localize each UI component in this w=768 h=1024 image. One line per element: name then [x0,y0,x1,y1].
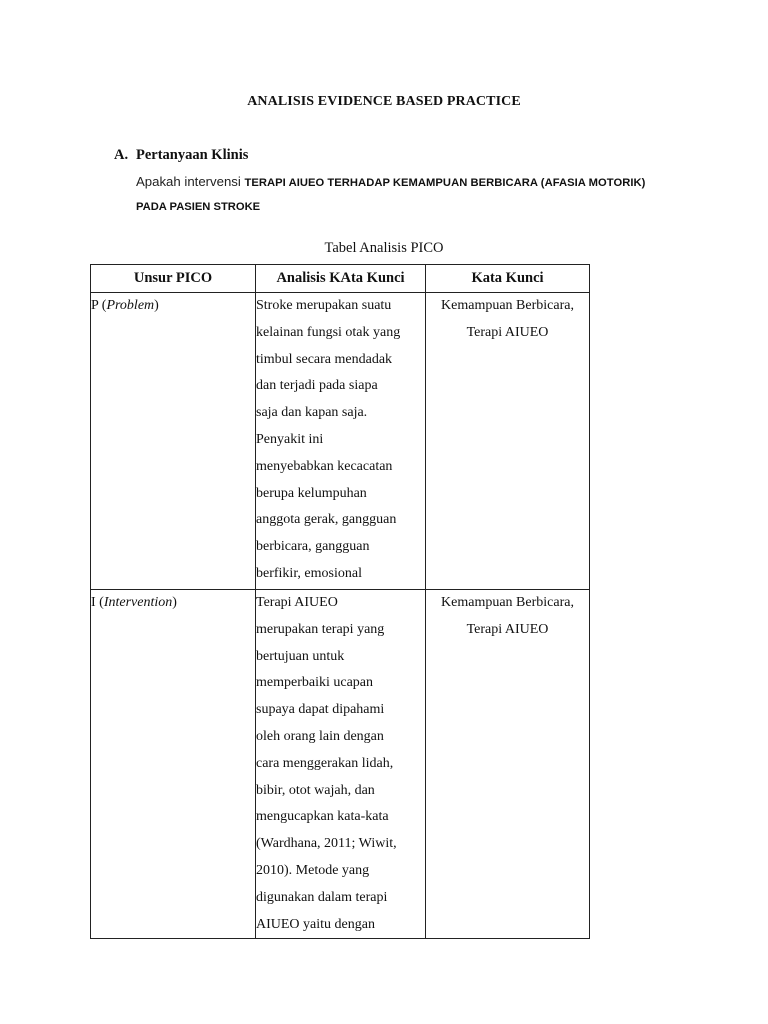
pico-code: I [91,595,96,610]
definition-line: supaya dapat dipahami [256,702,385,718]
pico-table [90,264,590,939]
definition-line: anggota gerak, gangguan [256,512,397,528]
definition-line: Penyakit ini [256,431,324,447]
section-heading [114,147,248,164]
definition-problem [256,293,426,590]
definition-line: berupa kelumpuhan [256,485,367,501]
definition-line: (Wardhana, 2011; Wiwit, [256,836,397,852]
definition-line: saja dan kapan saja. [256,405,368,421]
definition-intervention [256,590,426,939]
header-analisis-kata-kunci: Analisis KAta Kunci [256,265,426,293]
keyword-line: Terapi AIUEO [466,324,549,340]
pico-element-intervention: I (Intervention) [91,590,256,939]
section-heading-text: Pertanyaan Klinis [136,147,249,163]
document-title: ANALISIS EVIDENCE BASED PRACTICE [247,94,521,109]
pico-element-problem: P (Problem) [91,293,256,590]
pico-term: Problem [106,298,155,313]
keyword-line: Kemampuan Berbicara, [441,595,574,610]
keyword-line: Terapi AIUEO [466,621,549,637]
keywords-intervention [426,590,590,939]
definition-line: timbul secara mendadak [256,351,393,367]
definition-line: kelainan fungsi otak yang [256,324,401,340]
table-row-problem [91,293,590,590]
definition-line: menyebabkan kecacatan [256,458,393,474]
table-caption: Tabel Analisis PICO [324,240,444,256]
header-unsur-pico: Unsur PICO [91,265,256,293]
keyword-line: Kemampuan Berbicara, [441,298,574,313]
definition-line: berbicara, gangguan [256,539,370,555]
definition-line: digunakan dalam terapi [256,889,388,905]
definition-line: 2010). Metode yang [256,862,370,878]
definition-line: mengucapkan kata-kata [256,809,389,825]
keywords-problem [426,293,590,590]
definition-line: AIUEO yaitu dengan [256,916,375,932]
definition-line: memperbaiki ucapan [256,675,374,691]
table-row-intervention [91,590,590,939]
table-header-row [91,265,590,293]
pico-code: P [91,298,99,313]
definition-line: Terapi AIUEO [256,595,338,610]
section-letter: A. [114,147,129,163]
pico-term: Intervention [103,595,173,610]
definition-line: merupakan terapi yang [256,621,385,637]
clinical-question-line-2: PADA PASIEN STROKE [136,201,261,213]
clinical-question-line-1 [136,174,645,191]
definition-line: bibir, otot wajah, dan [256,782,375,798]
definition-line: Stroke merupakan suatu [256,298,392,313]
definition-line: dan terjadi pada siapa [256,378,378,394]
question-prefix: Apakah intervensi [136,174,245,189]
definition-line: oleh orang lain dengan [256,728,384,744]
definition-line: berfikir, emosional [256,565,362,581]
definition-line: bertujuan untuk [256,648,345,664]
question-caps-1: TERAPI AIUEO TERHADAP KEMAMPUAN BERBICARA (AFASIA MOTORIK) [244,177,646,189]
header-kata-kunci: Kata Kunci [426,265,590,293]
definition-line: cara menggerakan lidah, [256,755,394,771]
